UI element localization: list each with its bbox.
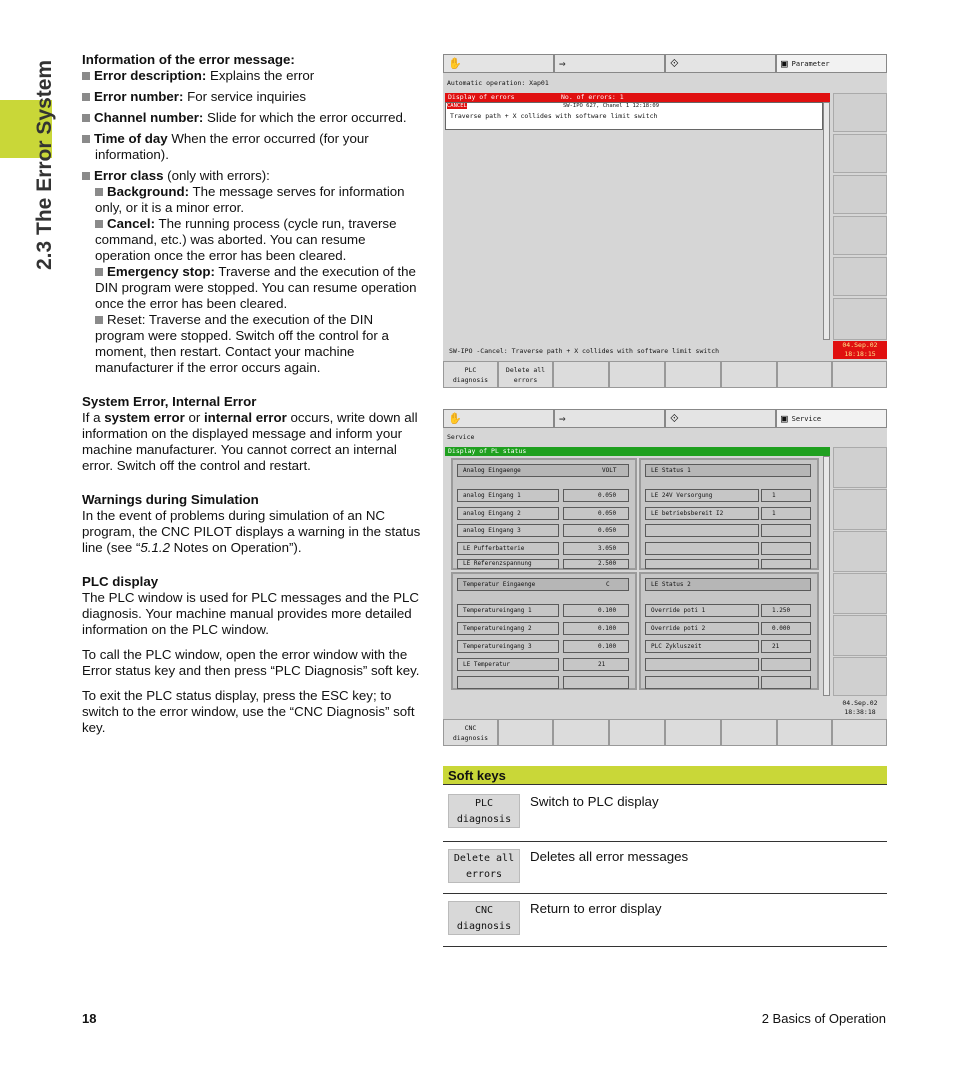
error-header-bar: Display of errors No. of errors: 1	[445, 93, 830, 102]
softkey-delete-all-errors[interactable]: Delete all errors	[498, 361, 553, 388]
signal-label: LE 24V Versorgung	[645, 489, 759, 502]
bullet-square-icon	[95, 316, 103, 324]
signal-value: 21	[563, 658, 629, 671]
softkey-empty[interactable]	[665, 361, 721, 388]
footer-section: 2 Basics of Operation	[761, 1011, 886, 1026]
disk-icon: ▣	[781, 412, 788, 425]
signal-value	[761, 676, 811, 689]
signal-value	[761, 559, 811, 569]
scrollbar[interactable]	[823, 456, 830, 696]
softkey-description: Return to error display	[530, 901, 662, 916]
softkey-description: Deletes all error messages	[530, 849, 689, 864]
panel-temperature-inputs	[451, 572, 637, 690]
softkeys-heading: Soft keys	[443, 766, 887, 785]
mode-tabs	[443, 54, 887, 73]
softkey-cnc-diagnosis[interactable]: CNC diagnosis	[443, 719, 498, 746]
mode-line: Automatic operation: Xap01	[447, 79, 549, 87]
panel-header: Analog Eingaenge VOLT	[457, 464, 629, 477]
vertical-softkey[interactable]	[833, 657, 887, 696]
signal-label	[645, 524, 759, 537]
tab-service[interactable]: ▣ Service	[776, 409, 887, 428]
bullet-square-icon	[82, 72, 90, 80]
arrow-right-icon: ⇒	[559, 57, 566, 70]
tab-automatic[interactable]	[554, 54, 665, 73]
bullet-square-icon	[95, 220, 103, 228]
softkey-empty[interactable]	[721, 719, 777, 746]
bullet-square-icon	[82, 93, 90, 101]
tab-automatic[interactable]	[554, 409, 665, 428]
plc-header-bar: Display of PL status	[445, 447, 830, 456]
signal-label	[645, 658, 759, 671]
softkey-delete-all-errors[interactable]: Delete all errors	[448, 849, 520, 883]
info-heading: Information of the error message:	[82, 52, 295, 67]
panel-le-status-2	[639, 572, 819, 690]
signal-label: analog Eingang 2	[457, 507, 559, 520]
warnings-heading: Warnings during Simulation	[82, 492, 259, 507]
bullet-square-icon	[82, 172, 90, 180]
signal-value: 3.050	[563, 542, 629, 555]
tab-manual[interactable]	[443, 54, 554, 73]
left-column	[82, 52, 422, 736]
signal-value	[761, 542, 811, 555]
tab-manual[interactable]	[443, 409, 554, 428]
plc-status-screenshot	[443, 409, 887, 746]
panel-header: Temperatur Eingaenge C	[457, 578, 629, 591]
plc-text: To call the PLC window, open the error window with the Error status key and then press “PLC Diagnosis” soft key.	[82, 647, 420, 678]
signal-value: 0.050	[563, 489, 629, 502]
info-item: Error number: For service inquiries	[82, 89, 422, 105]
signal-label: Temperatureingang 1	[457, 604, 559, 617]
panel-header: LE Status 1	[645, 464, 811, 477]
signal-label: LE betriebsbereit I2	[645, 507, 759, 520]
signal-label: Override poti 1	[645, 604, 759, 617]
signal-label: Override poti 2	[645, 622, 759, 635]
bullet-square-icon	[95, 188, 103, 196]
bullet-square-icon	[82, 135, 90, 143]
signal-value: 0.100	[563, 622, 629, 635]
info-item: Channel number: Slide for which the error occurred.	[82, 110, 422, 126]
chapter-title: 2.3 The Error System	[33, 59, 56, 271]
signal-label	[645, 542, 759, 555]
disk-icon: ▣	[781, 57, 788, 70]
hand-icon: ✋	[448, 57, 462, 70]
signal-label: analog Eingang 1	[457, 489, 559, 502]
vertical-softkey[interactable]	[833, 531, 887, 572]
vertical-softkey[interactable]	[833, 573, 887, 614]
panel-analog-inputs	[451, 458, 637, 570]
softkey-empty[interactable]	[777, 719, 832, 746]
error-class-badge: CANCEL	[447, 103, 467, 109]
error-class-item: Emergency stop: Traverse and the execution of the DIN program were stopped. You can resume operation once the error has been cleared.	[95, 264, 417, 311]
error-class-item: Background: The message serves for information only, or it is a minor error.	[95, 184, 405, 215]
bullet-square-icon	[82, 114, 90, 122]
vertical-softkey[interactable]	[833, 216, 887, 255]
signal-value: 0.050	[563, 507, 629, 520]
softkey-row	[443, 841, 887, 894]
mode-line: Service	[447, 433, 475, 441]
vertical-softkey[interactable]	[833, 257, 887, 296]
signal-label: LE Pufferbatterie	[457, 542, 559, 555]
signal-label	[457, 676, 559, 689]
softkey-row	[443, 893, 887, 947]
signal-value: 21	[761, 640, 811, 653]
tab-program[interactable]	[665, 54, 776, 73]
info-item: Error class (only with errors):	[82, 168, 422, 184]
date-time: 04.Sep.02 18:38:18	[842, 699, 878, 716]
softkey-description: Switch to PLC display	[530, 794, 659, 809]
system-error-heading: System Error, Internal Error	[82, 394, 257, 409]
softkey-empty[interactable]	[777, 361, 832, 388]
signal-value	[761, 524, 811, 537]
scrollbar[interactable]	[823, 102, 830, 340]
vertical-softkey[interactable]	[833, 615, 887, 656]
vertical-softkey[interactable]	[833, 447, 887, 488]
signal-value	[563, 676, 629, 689]
signal-value: 0.050	[563, 524, 629, 537]
page-number: 18	[82, 1011, 97, 1026]
error-class-item: Cancel: The running process (cycle run, traverse command, etc.) was aborted. You can resume operation once the error has been cleared.	[95, 216, 397, 263]
tab-parameter[interactable]: ▣ Parameter	[776, 54, 887, 73]
signal-label	[645, 559, 759, 569]
softkey-empty[interactable]	[832, 719, 887, 746]
vertical-softkey[interactable]	[833, 134, 887, 173]
signal-value: 0.000	[761, 622, 811, 635]
softkey-empty[interactable]	[832, 361, 887, 388]
info-item: Error description: Explains the error	[82, 68, 422, 84]
softkey-cnc-diagnosis[interactable]: CNC diagnosis	[448, 901, 520, 935]
warnings-text: In the event of problems during simulation of an NC program, the CNC PILOT displays a warning in the status line (see “5.1.2 Notes on Operation”).	[82, 508, 421, 555]
error-class-item: Reset: Traverse and the execution of the DIN program were stopped. Switch off the control for a moment, then restart. Contact your machine manufacturer if the error occurs again.	[95, 312, 389, 375]
error-entry[interactable]	[445, 102, 823, 130]
signal-label: LE Referenzspannung	[457, 559, 559, 569]
diamond-arrow-icon: ⟐	[670, 56, 679, 70]
info-item: Time of day When the error occurred (for your information).	[82, 131, 422, 163]
date-time: 04.Sep.02 18:18:15	[833, 341, 887, 359]
status-line: SW-IPO -Cancel: Traverse path + X collides with software limit switch	[449, 347, 720, 355]
softkey-empty[interactable]	[665, 719, 721, 746]
signal-label: Temperatureingang 2	[457, 622, 559, 635]
signal-label: PLC Zykluszeit	[645, 640, 759, 653]
softkey-empty[interactable]	[553, 719, 609, 746]
vertical-softkey[interactable]	[833, 175, 887, 214]
signal-value: 1.250	[761, 604, 811, 617]
vertical-softkey[interactable]	[833, 298, 887, 340]
error-message: Traverse path + X collides with software limit switch	[450, 112, 658, 120]
bullet-square-icon	[95, 268, 103, 276]
signal-label	[645, 676, 759, 689]
signal-value: 0.100	[563, 604, 629, 617]
vertical-softkey[interactable]	[833, 489, 887, 530]
vertical-softkey[interactable]	[833, 93, 887, 132]
plc-heading: PLC display	[82, 574, 159, 589]
signal-label: analog Eingang 3	[457, 524, 559, 537]
panel-header: LE Status 2	[645, 578, 811, 591]
signal-label: Temperatureingang 3	[457, 640, 559, 653]
signal-label: LE Temperatur	[457, 658, 559, 671]
error-reference: SW-IPO 627, Chanel 1 12:18:09	[563, 103, 660, 109]
signal-value	[761, 658, 811, 671]
diamond-arrow-icon: ⟐	[670, 411, 679, 425]
softkey-row	[443, 786, 887, 842]
softkey-empty[interactable]	[498, 719, 553, 746]
arrow-right-icon: ⇒	[559, 412, 566, 425]
hand-icon: ✋	[448, 412, 462, 425]
signal-value: 0.100	[563, 640, 629, 653]
softkey-empty[interactable]	[609, 719, 665, 746]
plc-text: To exit the PLC status display, press the ESC key; to switch to the error window, use the “CNC Diagnosis” soft key.	[82, 688, 415, 735]
system-error-text: If a system error or internal error occurs, write down all information on the displayed message and inform your machine manufacturer. You cannot correct an internal error. Switch off the control and restart.	[82, 410, 418, 473]
signal-value: 1	[761, 489, 811, 502]
signal-value: 2.500	[563, 559, 629, 569]
plc-text: The PLC window is used for PLC messages and the PLC diagnosis. Your machine manual provides more detailed information on the PLC window.	[82, 590, 420, 637]
softkey-empty[interactable]	[721, 361, 777, 388]
error-display-screenshot	[443, 54, 887, 388]
softkey-empty[interactable]	[553, 361, 609, 388]
signal-value: 1	[761, 507, 811, 520]
softkey-plc-diagnosis[interactable]: PLC diagnosis	[443, 361, 498, 388]
softkey-plc-diagnosis[interactable]: PLC diagnosis	[448, 794, 520, 828]
mode-tabs	[443, 409, 887, 428]
panel-le-status-1	[639, 458, 819, 570]
softkey-empty[interactable]	[609, 361, 665, 388]
tab-program[interactable]	[665, 409, 776, 428]
